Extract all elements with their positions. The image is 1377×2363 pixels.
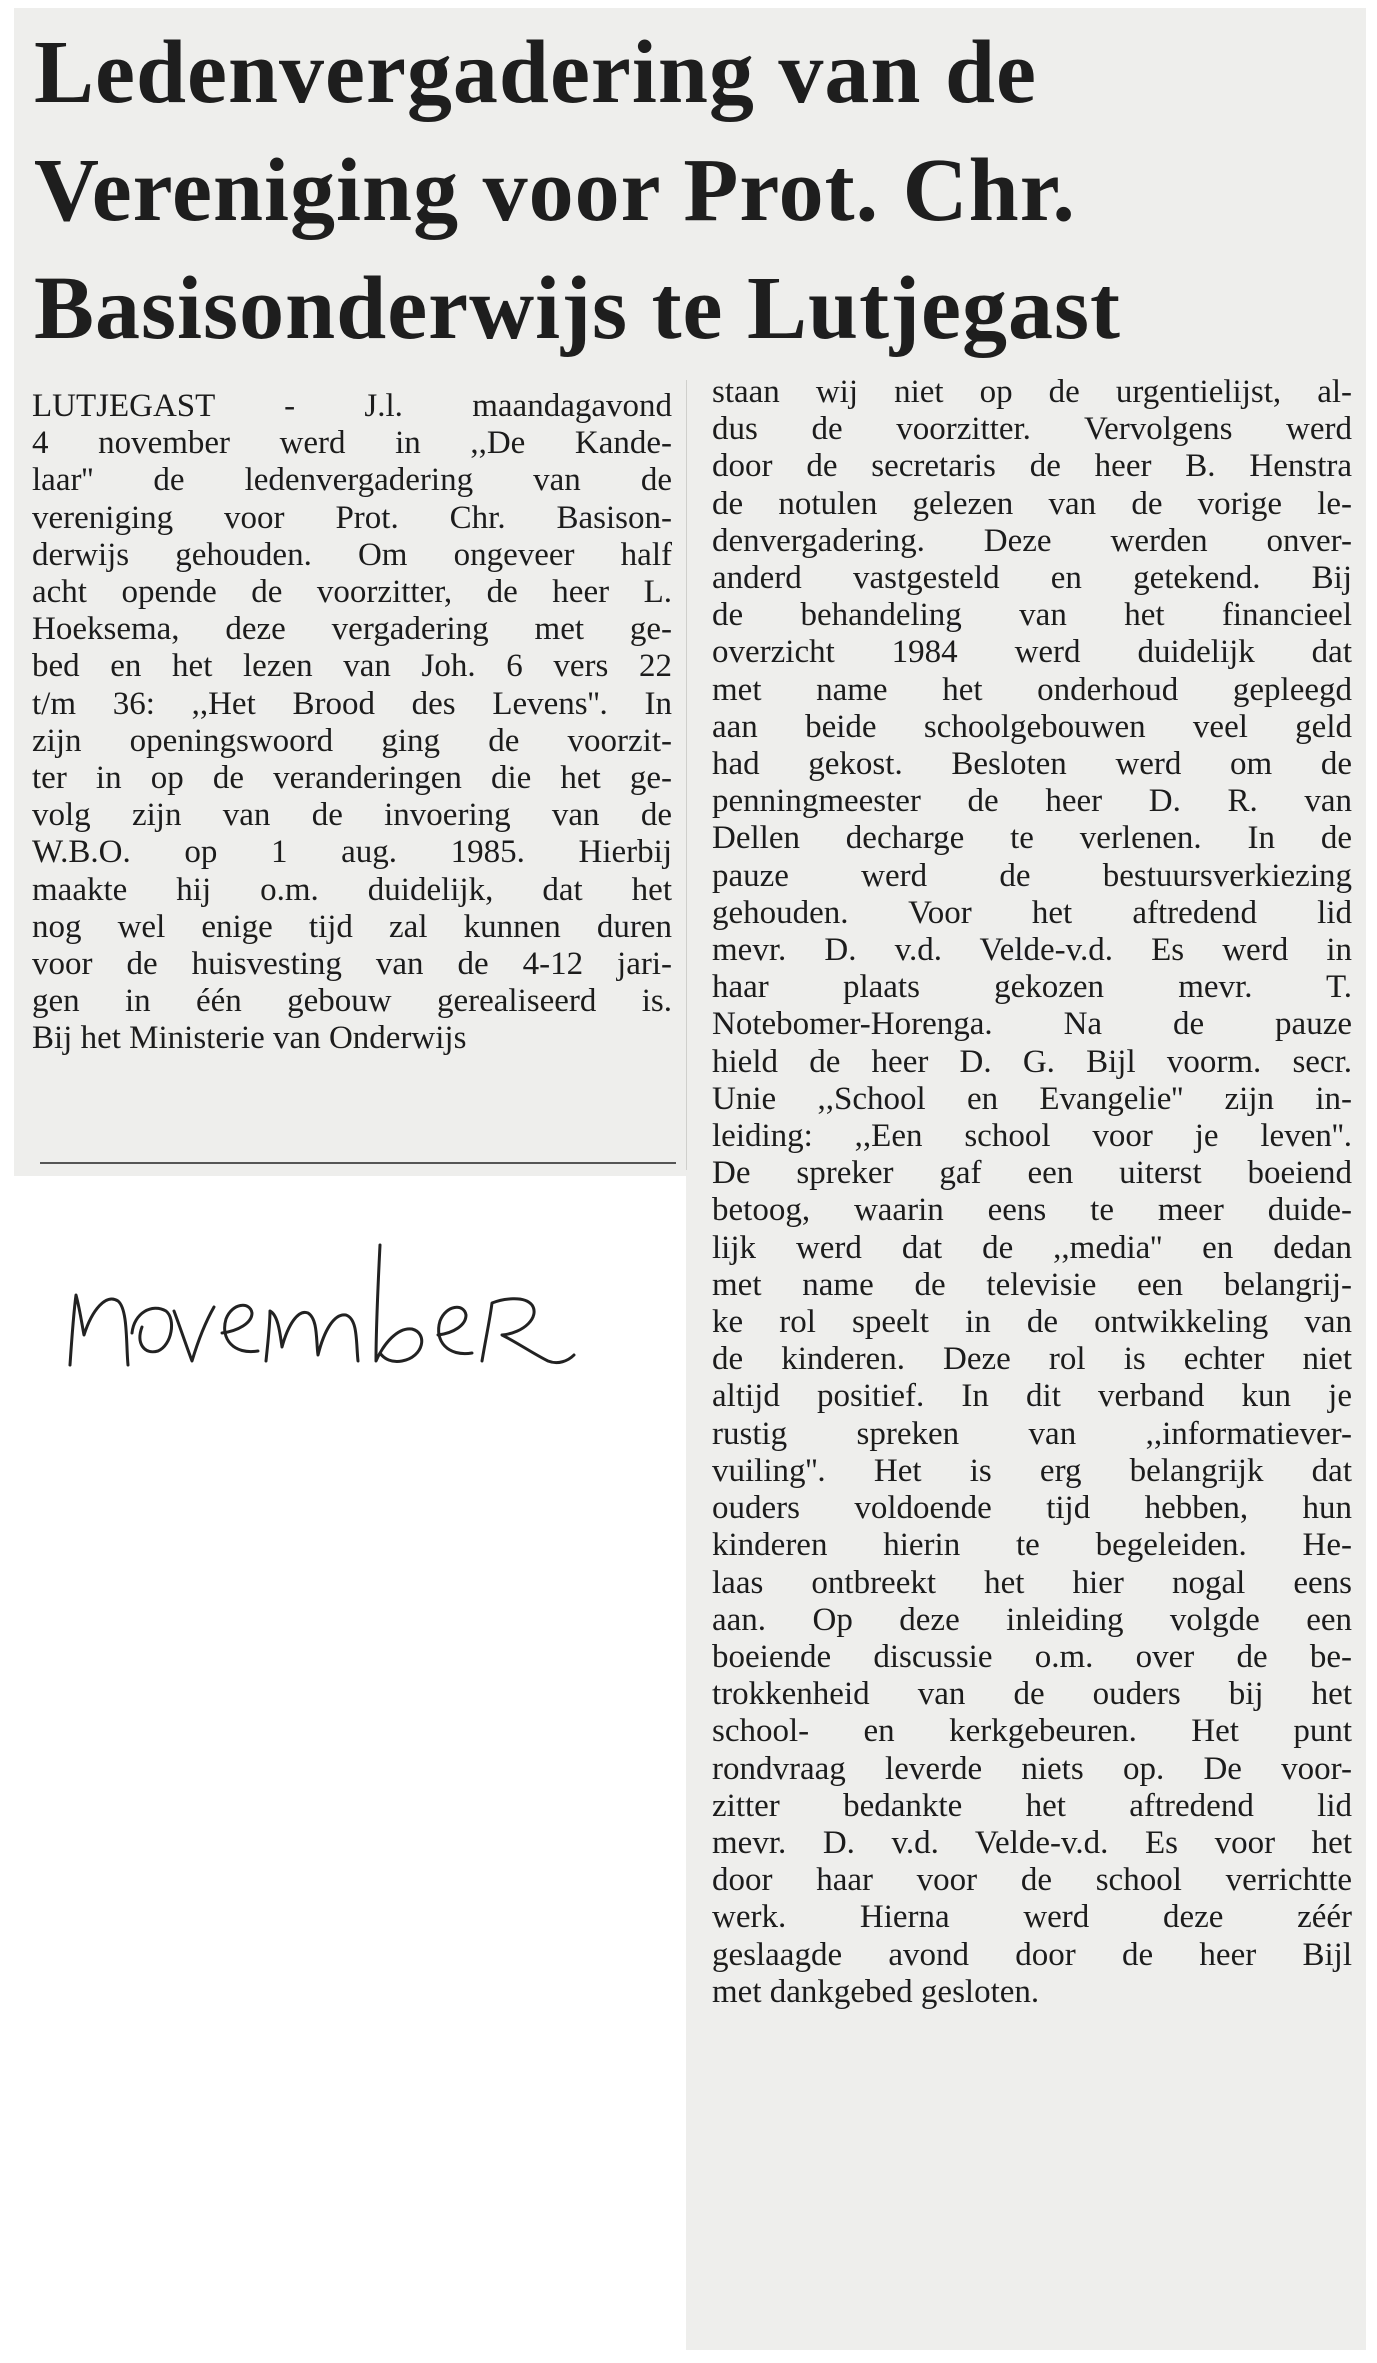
article-text-line: ke rol speelt in de ontwikkeling van	[712, 1304, 1352, 1341]
article-text-line: mevr. D. v.d. Velde-v.d. Es voor het	[712, 1824, 1352, 1861]
article-text-line: De spreker gaf een uiterst boeiend	[712, 1155, 1352, 1192]
article-text-line: penningmeester de heer D. R. van	[712, 783, 1352, 820]
article-text-line: voor de huisvesting van de 4-12 jari-	[32, 946, 672, 983]
handwritten-note	[62, 1215, 582, 1385]
article-text-line: anderd vastgesteld en getekend. Bij	[712, 560, 1352, 597]
article-text-line: zijn openingswoord ging de voorzit-	[32, 722, 672, 759]
handwritten-note-drawing	[62, 1215, 582, 1385]
article-text-line: 4 november werd in ,,De Kande-	[32, 425, 672, 462]
article-text-line: W.B.O. op 1 aug. 1985. Hierbij	[32, 834, 672, 871]
article-text-line: de behandeling van het financieel	[712, 597, 1352, 634]
article-text-line: de kinderen. Deze rol is echter niet	[712, 1341, 1352, 1378]
article-text-line: acht opende de voorzitter, de heer L.	[32, 574, 672, 611]
article-text-line: door de secretaris de heer B. Henstra	[712, 448, 1352, 485]
article-text-line: trokkenheid van de ouders bij het	[712, 1676, 1352, 1713]
article-text-line: kinderen hierin te begeleiden. He-	[712, 1527, 1352, 1564]
article-text-line: de notulen gelezen van de vorige le-	[712, 485, 1352, 522]
article-text-line: Notebomer-Horenga. Na de pauze	[712, 1006, 1352, 1043]
article-text-line: haar plaats gekozen mevr. T.	[712, 969, 1352, 1006]
article-text-line: Hoeksema, deze vergadering met ge-	[32, 611, 672, 648]
article-text-line: maakte hij o.m. duidelijk, dat het	[32, 871, 672, 908]
article-text-line: denvergadering. Deze werden onver-	[712, 522, 1352, 559]
article-text-line: werk. Hierna werd deze zéér	[712, 1899, 1352, 1936]
article-text-line: had gekost. Besloten werd om de	[712, 746, 1352, 783]
article-text-line: vereniging voor Prot. Chr. Basison-	[32, 499, 672, 536]
article-text-line: gehouden. Voor het aftredend lid	[712, 894, 1352, 931]
article-text-line: pauze werd de bestuursverkiezing	[712, 857, 1352, 894]
article-column-left	[32, 388, 672, 1058]
article-text-line: gen in één gebouw gerealiseerd is.	[32, 983, 672, 1020]
article-text-line: zitter bedankte het aftredend lid	[712, 1787, 1352, 1824]
article-text-line: aan. Op deze inleiding volgde een	[712, 1601, 1352, 1638]
article-text-line: volg zijn van de invoering van de	[32, 797, 672, 834]
article-text-line: laar'' de ledenvergadering van de	[32, 462, 672, 499]
article-text-line: met name de televisie een belangrij-	[712, 1266, 1352, 1303]
article-headline	[34, 14, 1344, 368]
article-text-line: rustig spreken van ,,informatiever-	[712, 1415, 1352, 1452]
headline-line: Basisonderwijs te Lutjegast	[34, 259, 1121, 358]
article-column-right	[712, 374, 1352, 2011]
article-text-line: Bij het Ministerie van Onderwijs	[32, 1020, 467, 1057]
article-text-line: hield de heer D. G. Bijl voorm. secr.	[712, 1043, 1352, 1080]
article-text-line: nog wel enige tijd zal kunnen duren	[32, 908, 672, 945]
article-text-line: bed en het lezen van Joh. 6 vers 22	[32, 648, 672, 685]
article-text-line: geslaagde avond door de heer Bijl	[712, 1936, 1352, 1973]
article-text-line: ouders voldoende tijd hebben, hun	[712, 1490, 1352, 1527]
article-text-line: betoog, waarin eens te meer duide-	[712, 1192, 1352, 1229]
article-text-line: ter in op de veranderingen die het ge-	[32, 760, 672, 797]
article-text-line: aan beide schoolgebouwen veel geld	[712, 708, 1352, 745]
headline-line: Vereniging voor Prot. Chr.	[34, 141, 1076, 240]
article-text-line: mevr. D. v.d. Velde-v.d. Es werd in	[712, 932, 1352, 969]
article-text-line: lijk werd dat de ,,media'' en dedan	[712, 1229, 1352, 1266]
article-text-line: vuiling''. Het is erg belangrijk dat	[712, 1452, 1352, 1489]
article-text-line: boeiende discussie o.m. over de be-	[712, 1638, 1352, 1675]
article-text-line: met name het onderhoud gepleegd	[712, 671, 1352, 708]
article-text-line: derwijs gehouden. Om ongeveer half	[32, 536, 672, 573]
article-text-line: altijd positief. In dit verband kun je	[712, 1378, 1352, 1415]
article-text-line: Unie ,,School en Evangelie'' zijn in-	[712, 1080, 1352, 1117]
article-text-line: t/m 36: ,,Het Brood des Levens''. In	[32, 685, 672, 722]
column-end-rule	[40, 1162, 676, 1164]
article-text-line: school- en kerkgebeuren. Het punt	[712, 1713, 1352, 1750]
headline-line: Ledenvergadering van de	[34, 23, 1037, 122]
article-text-line: Dellen decharge te verlenen. In de	[712, 820, 1352, 857]
article-text-line: leiding: ,,Een school voor je leven''.	[712, 1118, 1352, 1155]
article-text-line: overzicht 1984 werd duidelijk dat	[712, 634, 1352, 671]
article-text-line: LUTJEGAST - J.l. maandagavond	[32, 388, 672, 424]
column-divider	[686, 380, 687, 1170]
article-text-line: staan wij niet op de urgentielijst, al-	[712, 374, 1352, 410]
article-text-line: met dankgebed gesloten.	[712, 1973, 1040, 2010]
article-text-line: rondvraag leverde niets op. De voor-	[712, 1750, 1352, 1787]
article-text-line: door haar voor de school verrichtte	[712, 1862, 1352, 1899]
article-text-line: laas ontbreekt het hier nogal eens	[712, 1564, 1352, 1601]
article-text-line: dus de voorzitter. Vervolgens werd	[712, 411, 1352, 448]
